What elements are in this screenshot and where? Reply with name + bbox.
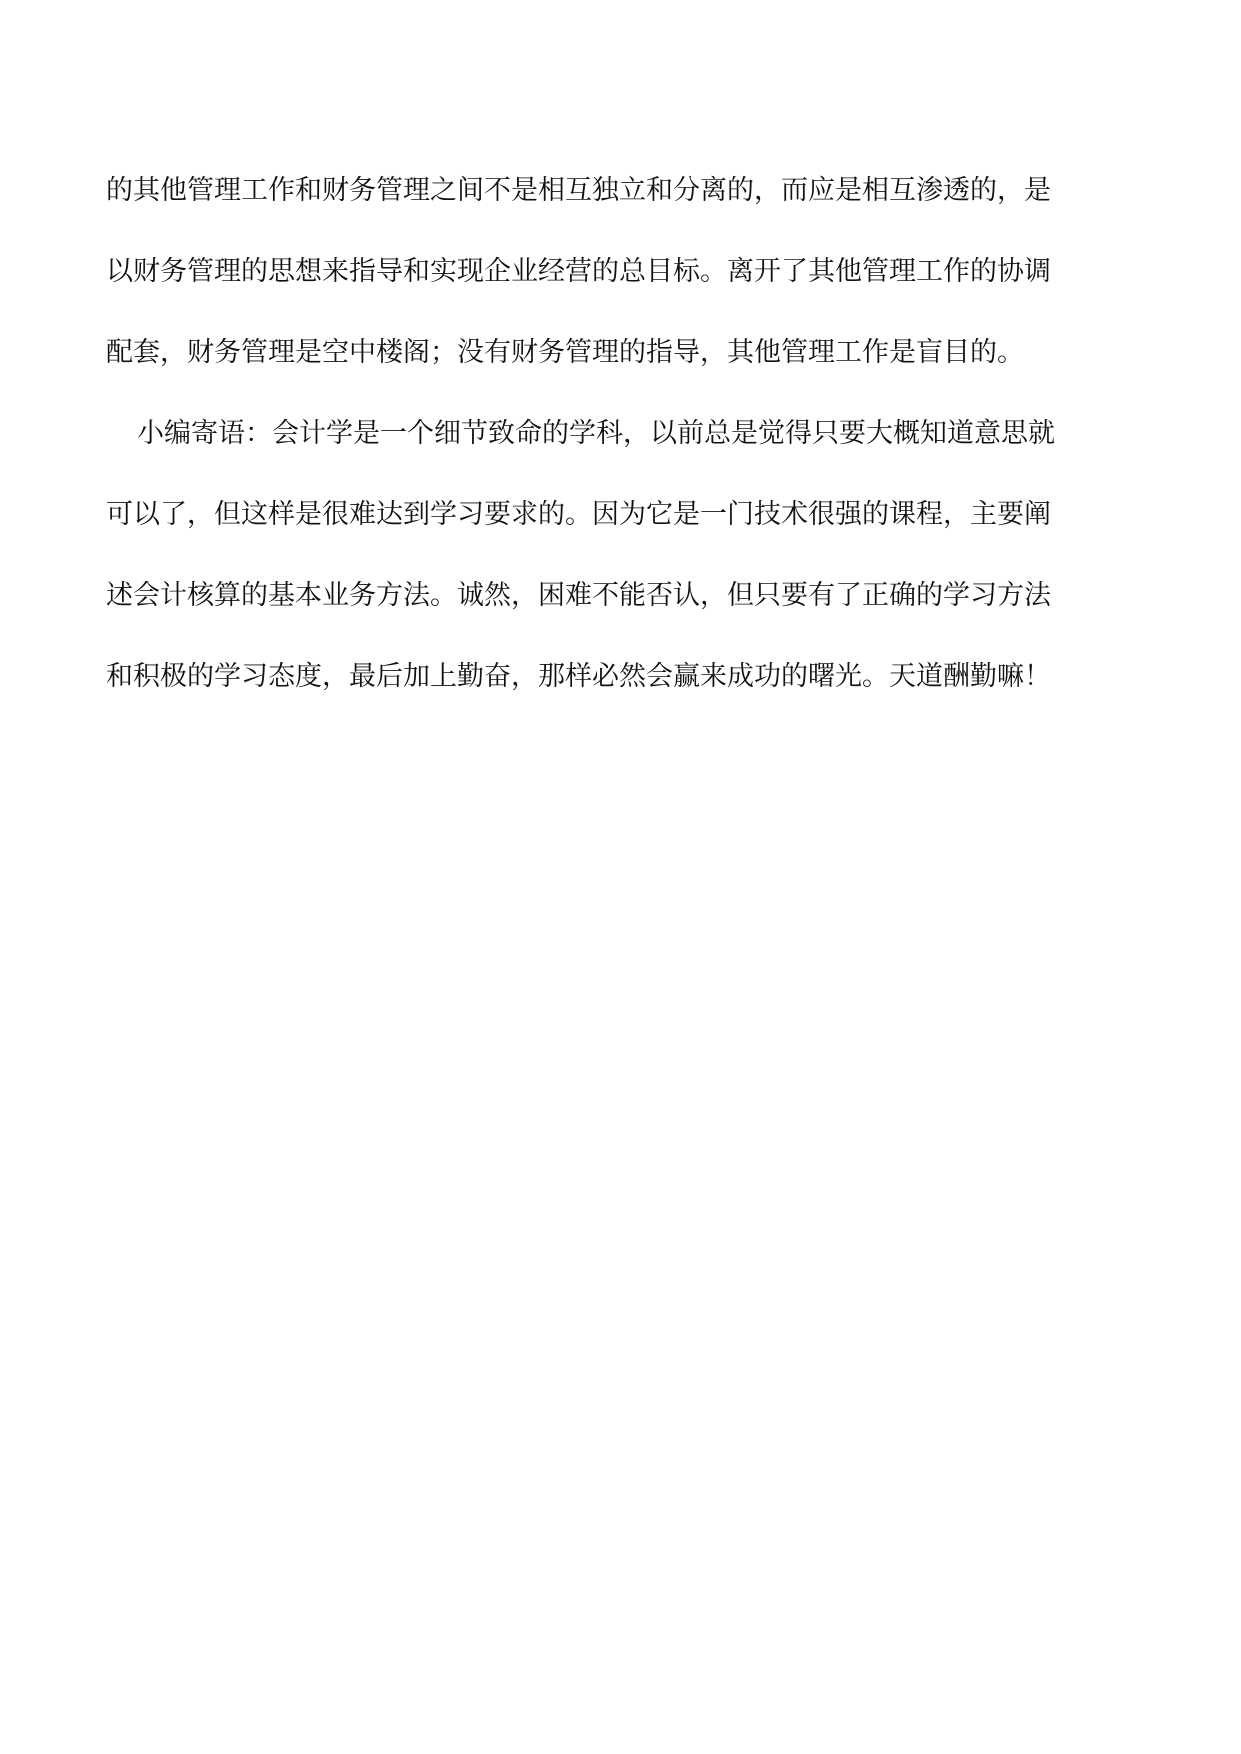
paragraph-1-line-2: 以财务管理的思想来指导和实现企业经营的总目标。离开了其他管理工作的协调 [106,256,1051,287]
paragraph-2-line-1: 小编寄语：会计学是一个细节致命的学科，以前总是觉得只要大概知道意思就 [137,418,1055,449]
paragraph-2-line-3: 述会计核算的基本业务方法。诚然，困难不能否认，但只要有了正确的学习方法 [106,580,1051,611]
paragraph-2-line-2: 可以了，但这样是很难达到学习要求的。因为它是一门技术很强的课程，主要阐 [106,499,1051,530]
paragraph-2-line-4: 和积极的学习态度，最后加上勤奋，那样必然会赢来成功的曙光。天道酬勤嘛！ [106,661,1051,692]
paragraph-1-line-3: 配套，财务管理是空中楼阁；没有财务管理的指导，其他管理工作是盲目的。 [106,337,1024,368]
paragraph-1-line-1: 的其他管理工作和财务管理之间不是相互独立和分离的，而应是相互渗透的，是 [106,175,1051,206]
